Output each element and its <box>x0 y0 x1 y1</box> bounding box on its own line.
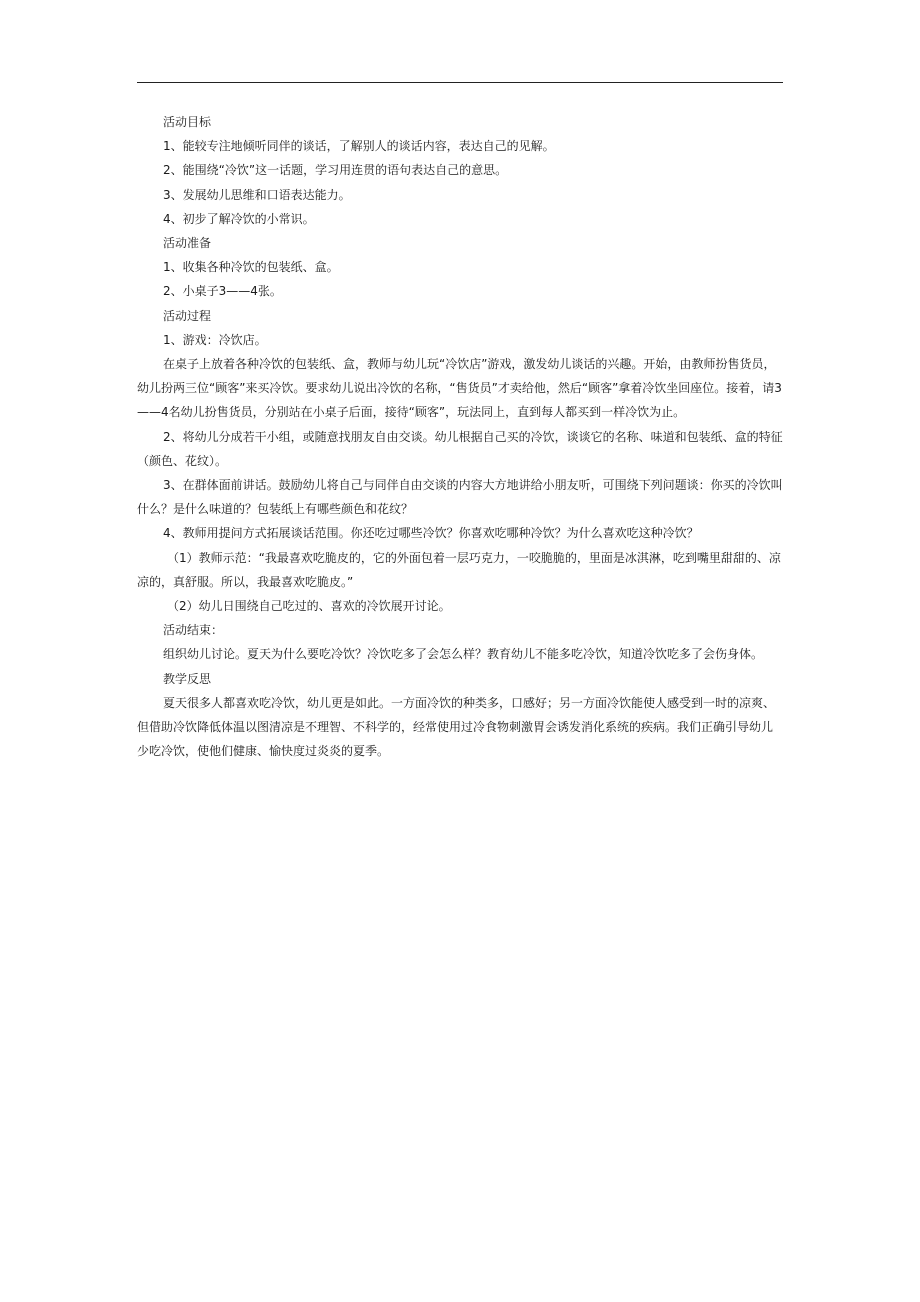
reflection-text: 夏天很多人都喜欢吃冷饮，幼儿更是如此。一方面冷饮的种类多，口感好；另一方面冷饮能使人感受到一时的凉爽、但借助冷饮降低体温以图清凉是不理智、不科学的，经常使用过冷食物刺激胃会诱发消化系统的疾病。我们正确引导幼儿少吃冷饮，使他们健康、愉快度过炎炎的夏季。 <box>137 695 776 759</box>
process-step-4-sub-2: （2）幼儿日围绕自己吃过的、喜欢的冷饮展开讨论。 <box>167 599 451 614</box>
goal-item-3: 3、发展幼儿思维和口语表达能力。 <box>163 187 351 202</box>
document-body <box>137 110 783 763</box>
header-rule <box>137 82 783 83</box>
process-step-1: 1、游戏：冷饮店。 <box>163 332 267 347</box>
goal-item-2: 2、能围绕“冷饮”这一话题，学习用连贯的语句表达自己的意思。 <box>163 163 508 178</box>
section-heading-goals: 活动目标 <box>163 115 212 129</box>
goal-item-4: 4、初步了解冷饮的小常识。 <box>163 211 315 226</box>
process-step-2: 2、将幼儿分成若干小组，或随意找朋友自由交谈。幼儿根据自己买的冷饮，谈谈它的名称、味道和包装纸、盒的特征（颜色、花纹）。 <box>137 429 783 468</box>
section-heading-process: 活动过程 <box>163 308 212 323</box>
ending-text: 组织幼儿讨论。夏天为什么要吃冷饮？冷饮吃多了会怎么样？教育幼儿不能多吃冷饮，知道冷饮吃多了会伤身体。 <box>163 647 764 662</box>
process-step-4: 4、教师用提问方式拓展谈话范围。你还吃过哪些冷饮？你喜欢吃哪种冷饮？为什么喜欢吃这种冷饮？ <box>163 526 699 541</box>
section-heading-preparation: 活动准备 <box>163 236 212 251</box>
process-step-3: 3、在群体面前讲话。鼓励幼儿将自己与同伴自由交谈的内容大方地讲给小朋友听，可围绕下列问题谈：你买的冷饮叫什么？是什么味道的？包装纸上有哪些颜色和花纹？ <box>137 478 783 517</box>
goal-item-1: 1、能较专注地倾听同伴的谈话，了解别人的谈话内容，表达自己的见解。 <box>163 139 555 154</box>
section-heading-ending: 活动结束： <box>163 623 224 638</box>
preparation-item-1: 1、收集各种冷饮的包装纸、盒。 <box>163 260 339 275</box>
section-heading-reflection: 教学反思 <box>163 671 212 686</box>
process-step-4-sub-1: （1）教师示范：“我最喜欢吃脆皮的，它的外面包着一层巧克力，一咬脆脆的，里面是冰淇淋，吃到嘴里甜甜的、凉凉的，真舒服。所以，我最喜欢吃脆皮。” <box>137 550 781 589</box>
process-step-1-detail: 在桌子上放着各种冷饮的包装纸、盒，教师与幼儿玩“冷饮店”游戏，激发幼儿谈话的兴趣。开始，由教师扮售货员，幼儿扮两三位“顾客”来买冷饮。要求幼儿说出冷饮的名称，“售货员”才卖给他，然后“顾客”拿着冷饮坐回座位。接着，请3——4名幼儿扮售货员，分别站在小桌子后面，接待“顾客”，玩法同上，直到每人都买到一样冷饮为止。 <box>137 357 782 420</box>
preparation-item-2: 2、小桌子3——4张。 <box>163 284 282 299</box>
